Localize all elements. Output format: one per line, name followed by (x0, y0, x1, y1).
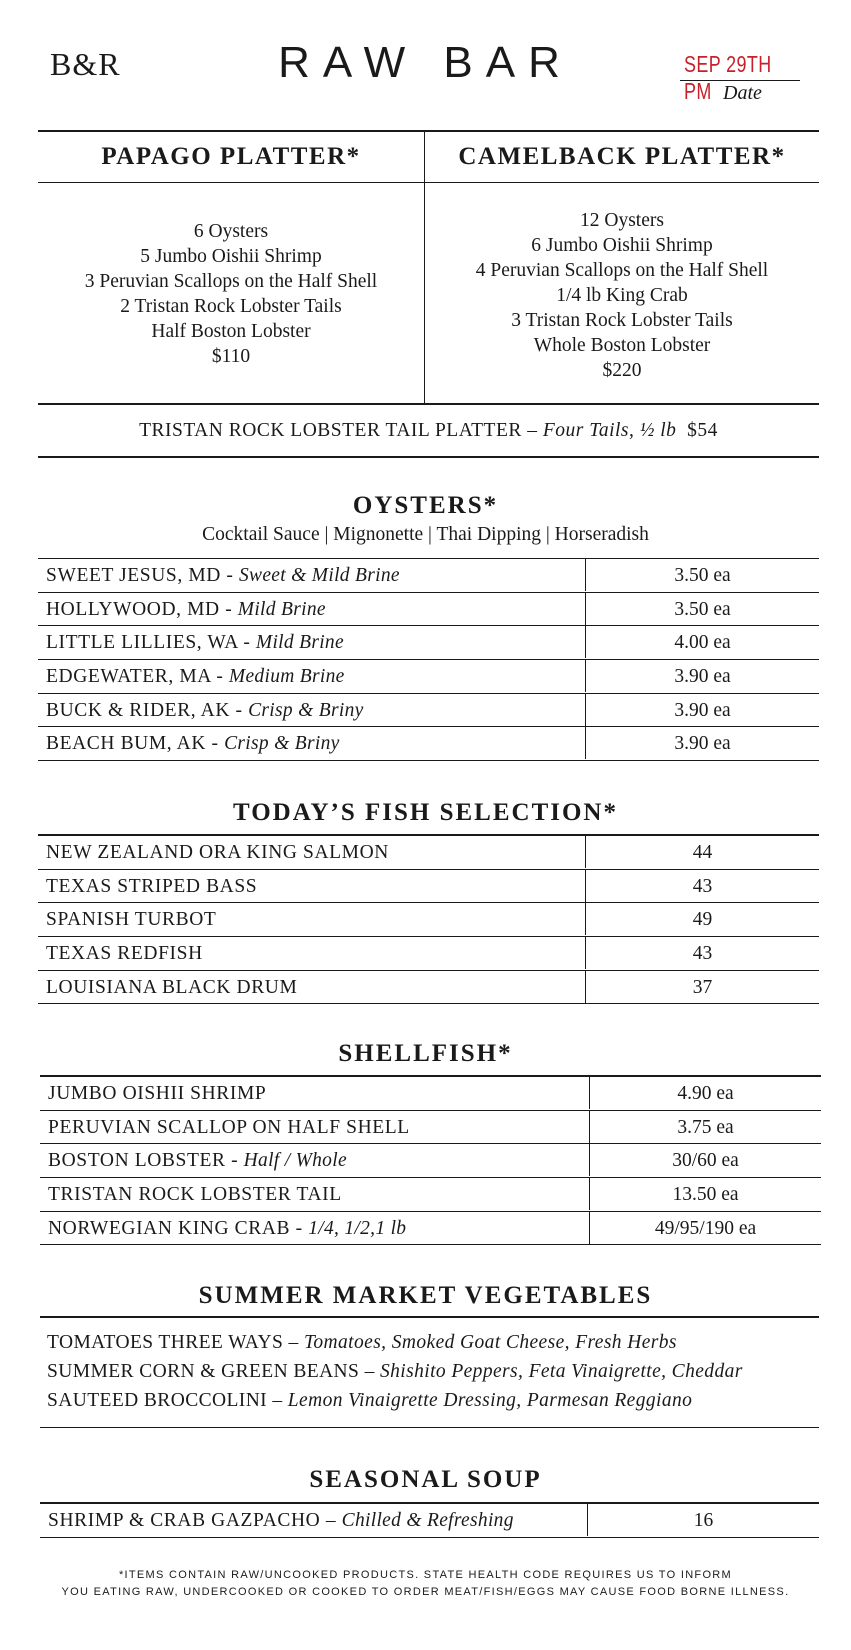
platter-item: 6 Oysters (193, 221, 269, 242)
table-row (38, 836, 819, 870)
fish-title: TODAY’S FISH SELECTION* (232, 799, 618, 826)
platters-section (38, 131, 819, 404)
item-name-cell (46, 971, 297, 1003)
item-name-cell (46, 937, 203, 969)
health-code-footnote (0, 1567, 851, 1601)
oysters-title: OYSTERS* (352, 492, 499, 519)
item-name-cell (46, 694, 364, 726)
item-desc: Sweet & Mild Brine (239, 565, 400, 586)
table-row (40, 1212, 821, 1246)
table-row (38, 593, 819, 627)
vegetable-name: SUMMER CORN & GREEN BEANS – (47, 1361, 380, 1382)
vegetables-list (47, 1328, 743, 1415)
item-name: TEXAS STRIPED BASS (46, 875, 258, 897)
vegetable-desc: Lemon Vinaigrette Dressing, Parmesan Reggiano (287, 1390, 693, 1411)
item-desc: Mild Brine (255, 632, 344, 654)
item-price: 3.90 ea (585, 694, 819, 726)
tail-platter-desc: Four Tails, ½ lb (542, 420, 677, 441)
vegetable-desc: Tomatoes, Smoked Goat Cheese, Fresh Herbs (303, 1332, 677, 1353)
vegetable-name: SAUTEED BROCCOLINI – (47, 1390, 288, 1411)
table-row (38, 694, 819, 728)
platter-name: PAPAGO PLATTER* (38, 131, 424, 183)
item-desc: 1/4, 1/2,1 lb (308, 1217, 407, 1239)
vegetable-item (47, 1357, 743, 1386)
item-desc: Chilled & Refreshing (341, 1510, 514, 1531)
item-name: JUMBO OISHII SHRIMP (48, 1083, 267, 1104)
item-name: HOLLYWOOD, MD - (46, 598, 238, 620)
table-row (38, 559, 819, 593)
logo: B&R (50, 46, 121, 82)
platter-item: 3 Peruvian Scallops on the Half Shell (84, 271, 378, 292)
item-name: BEACH BUM, AK - (46, 733, 225, 755)
fish-table (38, 834, 819, 1004)
platter-item: Half Boston Lobster (151, 321, 311, 342)
table-row (38, 903, 819, 937)
handwritten-date: SEP 29TH PM (684, 51, 772, 104)
item-name: LOUISIANA BLACK DRUM (46, 976, 298, 998)
oysters-table (38, 558, 819, 761)
table-row (40, 1178, 821, 1212)
item-name: SWEET JESUS, MD - (46, 565, 239, 586)
item-name-cell (48, 1504, 514, 1536)
date-underline (680, 80, 800, 81)
item-price: 44 (585, 836, 819, 868)
item-name: SPANISH TURBOT (46, 909, 217, 931)
platter-item: 2 Tristan Rock Lobster Tails (120, 296, 342, 317)
platter-price: $220 (602, 360, 642, 381)
item-name-cell (48, 1178, 342, 1210)
item-name-cell (48, 1077, 266, 1109)
item-name: NORWEGIAN KING CRAB - (48, 1217, 309, 1239)
table-row (40, 1111, 821, 1145)
item-name-cell (46, 593, 326, 625)
item-name: BUCK & RIDER, AK - (46, 699, 249, 721)
item-name-cell (46, 903, 216, 935)
item-price: 3.90 ea (585, 727, 819, 759)
item-price: 4.90 ea (589, 1077, 821, 1109)
soup-table (40, 1502, 819, 1538)
shellfish-table (40, 1075, 821, 1245)
soup-title: SEASONAL SOUP (309, 1466, 542, 1493)
footnote-line: YOU EATING RAW, UNDERCOOKED OR COOKED TO ORDER MEAT/FISH/EGGS MAY CAUSE FOOD BORNE ILLNESS. (61, 1586, 790, 1598)
vegetable-item (47, 1386, 743, 1415)
platter-item: 3 Tristan Rock Lobster Tails (511, 310, 733, 331)
platter-name: CAMELBACK PLATTER* (425, 131, 819, 183)
item-name-cell (46, 727, 340, 759)
platter-papago (38, 131, 424, 404)
table-row (40, 1077, 821, 1111)
shellfish-title: SHELLFISH* (338, 1040, 513, 1067)
item-price: 4.00 ea (585, 626, 819, 658)
item-desc: Crisp & Briny (224, 733, 340, 755)
item-price: 43 (585, 937, 819, 969)
item-price: 13.50 ea (589, 1178, 821, 1210)
item-name: LITTLE LILLIES, WA - (46, 632, 256, 654)
footnote-line: *ITEMS CONTAIN RAW/UNCOOKED PRODUCTS. STATE HEALTH CODE REQUIRES US TO INFORM (118, 1569, 733, 1581)
platter-price: $110 (211, 346, 251, 367)
table-row (38, 937, 819, 971)
tail-platter-line (38, 405, 819, 457)
table-row (38, 626, 819, 660)
tail-platter-separator: – (521, 420, 543, 441)
item-desc: Crisp & Briny (248, 699, 364, 721)
item-name-cell (48, 1212, 406, 1244)
tail-platter-name: TRISTAN ROCK LOBSTER TAIL PLATTER (139, 420, 522, 441)
item-price: 49 (585, 903, 819, 935)
platter-item: 1/4 lb King Crab (556, 285, 688, 306)
divider-vegetables-bottom (40, 1427, 819, 1428)
item-name: PERUVIAN SCALLOP ON HALF SHELL (48, 1116, 410, 1138)
item-name: NEW ZEALAND ORA KING SALMON (46, 842, 389, 863)
item-name: EDGEWATER, MA - (46, 666, 229, 688)
item-name-cell (46, 559, 400, 591)
item-price: 3.50 ea (585, 593, 819, 625)
item-desc: Mild Brine (237, 598, 326, 620)
table-row (40, 1144, 821, 1178)
table-row (38, 870, 819, 904)
platter-items (425, 183, 819, 383)
platter-item: 5 Jumbo Oishii Shrimp (140, 246, 322, 267)
item-price: 30/60 ea (589, 1144, 821, 1176)
vegetable-name: TOMATOES THREE WAYS – (47, 1332, 304, 1353)
platter-item: 6 Jumbo Oishii Shrimp (531, 235, 713, 256)
table-row (38, 971, 819, 1005)
platter-items (38, 183, 424, 369)
page-title: RAW BAR (278, 38, 573, 87)
item-name: BOSTON LOBSTER - (48, 1150, 244, 1172)
item-price: 37 (585, 971, 819, 1003)
table-row (38, 660, 819, 694)
item-name: SHRIMP & CRAB GAZPACHO – (48, 1510, 342, 1531)
platter-camelback (424, 131, 819, 404)
item-price: 3.50 ea (585, 559, 819, 591)
vegetable-desc: Shishito Peppers, Feta Vinaigrette, Cheddar (380, 1361, 743, 1382)
platter-item: 4 Peruvian Scallops on the Half Shell (475, 260, 769, 281)
divider-vegetables-top (40, 1316, 819, 1318)
oyster-sauces: Cocktail Sauce | Mignonette | Thai Dipping | Horseradish (202, 524, 649, 545)
item-name: TEXAS REDFISH (46, 943, 203, 965)
item-name-cell (46, 626, 344, 658)
date-label: Date (723, 82, 762, 104)
item-price: 43 (585, 870, 819, 902)
item-desc: Half / Whole (243, 1150, 347, 1172)
item-desc: Medium Brine (228, 666, 345, 688)
item-name-cell (46, 836, 389, 868)
item-price: 49/95/190 ea (589, 1212, 821, 1244)
item-price: 16 (587, 1504, 819, 1536)
table-row (38, 727, 819, 761)
item-price: 3.90 ea (585, 660, 819, 692)
vegetables-title: SUMMER MARKET VEGETABLES (198, 1282, 653, 1309)
item-name-cell (48, 1111, 410, 1143)
item-name-cell (46, 660, 345, 692)
item-name: TRISTAN ROCK LOBSTER TAIL (48, 1184, 342, 1206)
divider-tail-platter (38, 456, 819, 458)
platter-item: 12 Oysters (580, 210, 664, 231)
table-row (40, 1504, 819, 1538)
item-name-cell (46, 870, 257, 902)
item-price: 3.75 ea (589, 1111, 821, 1143)
item-name-cell (48, 1144, 347, 1176)
platter-item: Whole Boston Lobster (533, 335, 711, 356)
vegetable-item (47, 1328, 743, 1357)
tail-platter-price: $54 (687, 420, 718, 441)
